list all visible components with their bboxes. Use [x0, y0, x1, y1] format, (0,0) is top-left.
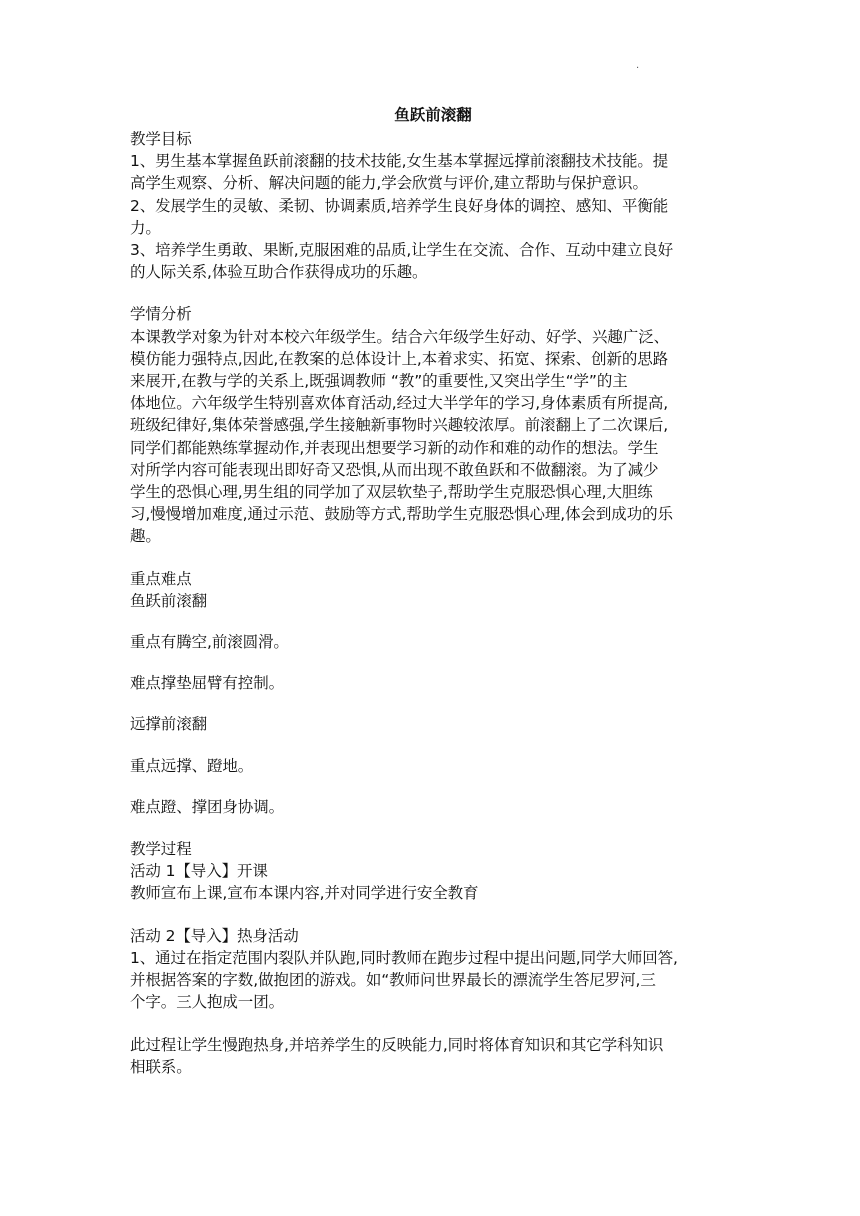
paragraph-line: 习,慢慢增加难度,通过示范、鼓励等方式,帮助学生克服恐惧心理,体会到成功的乐 [130, 505, 673, 524]
section-heading-objectives: 教学目标 [130, 130, 192, 148]
key-point-text: 重点有腾空,前滚圆滑。 [130, 633, 289, 652]
subheading-dive-roll: 鱼跃前滚翻 [130, 591, 208, 610]
paragraph-line: 学生的恐惧心理,男生组的同学加了双层软垫子,帮助学生克服恐惧心理,大胆练 [130, 483, 653, 502]
activity-text: 教师宣布上课,宣布本课内容,并对同学进行安全教育 [130, 884, 479, 903]
paragraph-line: 1、男生基本掌握鱼跃前滚翻的技术技能,女生基本掌握远撑前滚翻技术技能。提 [130, 152, 669, 171]
document-title: 鱼跃前滚翻 [394, 106, 472, 124]
paragraph-line: 此过程让学生慢跑热身,并培养学生的反映能力,同时将体育知识和其它学科知识 [130, 1035, 664, 1054]
paragraph-line: 1、通过在指定范围内裂队并队跑,同时教师在跑步过程中提出问题,同学大师回答, [130, 948, 678, 967]
paragraph-line: 力。 [130, 218, 161, 237]
section-heading-analysis: 学情分析 [130, 305, 192, 324]
paragraph-line: 对所学内容可能表现出即好奇又恐惧,从而出现不敢鱼跃和不做翻滚。为了减少 [130, 460, 659, 479]
subheading-long-roll: 远撑前滚翻 [130, 715, 208, 734]
document-body [130, 104, 730, 1078]
activity-title: 活动 1【导入】开课 [130, 862, 268, 881]
paragraph-line: 高学生观察、分析、解决问题的能力,学会欣赏与评价,建立帮助与保护意识。 [130, 174, 648, 193]
paragraph-line: 的人际关系,体验互助合作获得成功的乐趣。 [130, 263, 428, 282]
paragraph-line: 模仿能力强特点,因此,在教案的总体设计上,本着求实、拓宽、探索、创新的思路 [130, 349, 669, 368]
difficulty-text: 难点撑垫屈臂有控制。 [130, 674, 285, 693]
paragraph-line: 来展开,在教与学的关系上,既强调教师 “教”的重要性,又突出学生“学”的主 [130, 372, 628, 391]
paragraph-line: 班级纪律好,集体荣誉感强,学生接触新事物时兴趣较浓厚。前滚翻上了二次课后, [130, 416, 669, 435]
section-heading-key-points: 重点难点 [130, 569, 192, 588]
page-mark: . [636, 60, 640, 71]
paragraph-line: 体地位。六年级学生特别喜欢体育活动,经过大半学年的学习,身体素质有所提高, [130, 394, 669, 413]
paragraph-line: 3、培养学生勇敢、果断,克服困难的品质,让学生在交流、合作、互动中建立良好 [130, 241, 674, 260]
paragraph-line: 并根据答案的字数,做抱团的游戏。如“教师问世界最长的漂流学生答尼罗河,三 [130, 971, 656, 990]
key-point-text: 重点远撑、蹬地。 [130, 756, 254, 775]
section-heading-process: 教学过程 [130, 840, 192, 859]
difficulty-text: 难点蹬、撑团身协调。 [130, 797, 285, 816]
paragraph-line: 个字。三人抱成一团。 [130, 993, 285, 1012]
activity-title: 活动 2【导入】热身活动 [130, 926, 299, 945]
paragraph-line: 本课教学对象为针对本校六年级学生。结合六年级学生好动、好学、兴趣广泛、 [130, 327, 670, 346]
paragraph-line: 趣。 [130, 527, 161, 546]
paragraph-line: 同学们都能熟练掌握动作,并表现出想要学习新的动作和难的动作的想法。学生 [130, 438, 659, 457]
paragraph-line: 2、发展学生的灵敏、柔韧、协调素质,培养学生良好身体的调控、感知、平衡能 [130, 196, 669, 215]
paragraph-line: 相联系。 [130, 1057, 192, 1076]
